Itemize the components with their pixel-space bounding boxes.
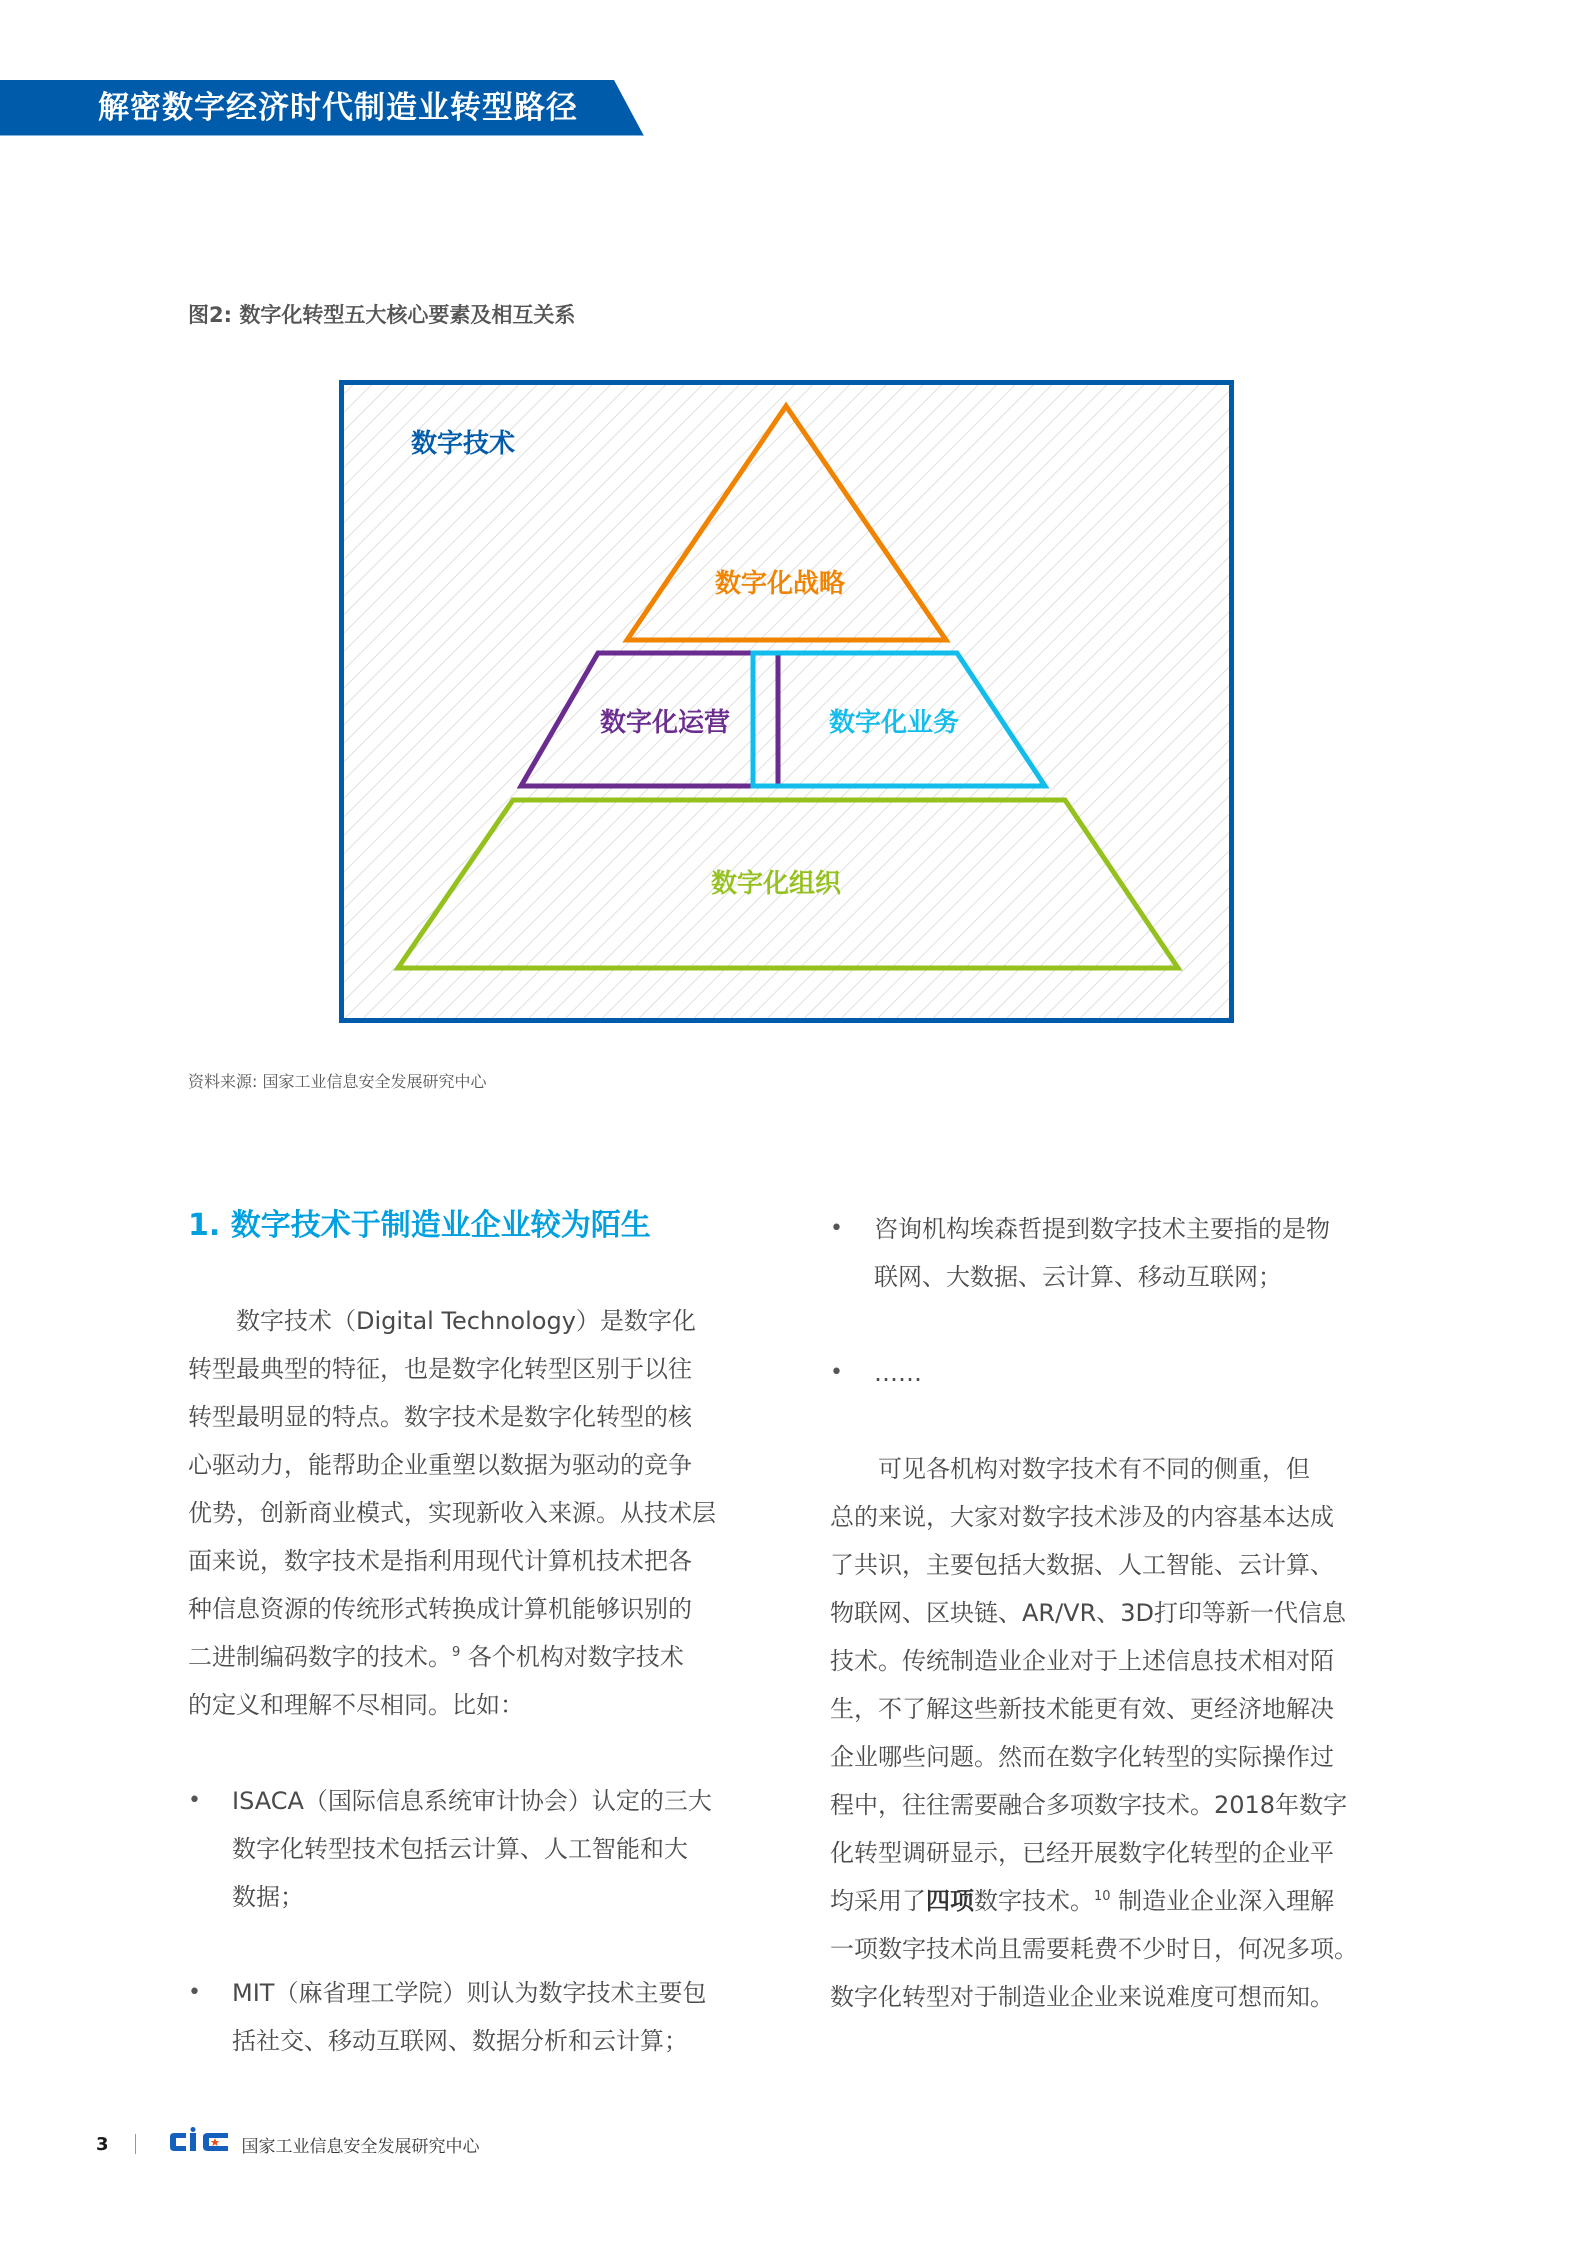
text-line: 数字化转型对于制造业企业来说难度可想而知。 [830, 1983, 1334, 2011]
bullet-icon: • [830, 1216, 843, 1241]
text-line: 优势，创新商业模式，实现新收入来源。从技术层 [188, 1499, 716, 1527]
text-line: MIT（麻省理工学院）则认为数字技术主要包 [232, 1979, 707, 2007]
figure-source: 资料来源: 国家工业信息安全发展研究中心 [188, 1072, 487, 1091]
text-line: 的定义和理解不尽相同。比如： [188, 1691, 524, 1719]
left-column [188, 1297, 770, 2065]
bullet-icon: • [188, 1980, 201, 2005]
list-item-mit [188, 1969, 770, 2065]
text-line: 心驱动力，能帮助企业重塑以数据为驱动的竞争 [188, 1451, 692, 1479]
footer-divider [135, 2134, 136, 2154]
text-line: 数字化转型技术包括云计算、人工智能和大 [232, 1835, 688, 1863]
text-line: 程中，往往需要融合多项数字技术。2018年数字 [830, 1791, 1348, 1819]
text-segment: 制造业企业深入理解 [1110, 1887, 1335, 1915]
list-item-isaca [188, 1777, 770, 1921]
bullet-icon: • [188, 1788, 201, 1813]
text-line: 数据； [232, 1883, 304, 1911]
text-line: 总的来说，大家对数字技术涉及的内容基本达成 [830, 1503, 1334, 1531]
summary-paragraph [830, 1445, 1412, 2021]
list-item-ellipsis [830, 1349, 1412, 1397]
label-digital-technology: 数字技术 [411, 429, 516, 459]
text-line: 咨询机构埃森哲提到数字技术主要指的是物 [874, 1215, 1330, 1243]
label-digital-operations: 数字化运营 [600, 708, 731, 738]
text-line: 生，不了解这些新技术能更有效、更经济地解决 [830, 1695, 1334, 1723]
text-line: 种信息资源的传统形式转换成计算机能够识别的 [188, 1595, 692, 1623]
text-line: 企业哪些问题。然而在数字化转型的实际操作过 [830, 1743, 1334, 1771]
text-line: 面来说，数字技术是指利用现代计算机技术把各 [188, 1547, 692, 1575]
text-line-with-footnote [188, 1633, 770, 1681]
bullet-icon: • [830, 1360, 843, 1385]
text-segment: 二进制编码数字的技术。 [188, 1643, 452, 1671]
label-digital-business: 数字化业务 [829, 708, 960, 738]
text-line: 化转型调研显示，已经开展数字化转型的企业平 [830, 1839, 1334, 1867]
text-line: 可见各机构对数字技术有不同的侧重，但 [878, 1455, 1310, 1483]
text-line: 了共识，主要包括大数据、人工智能、云计算、 [830, 1551, 1334, 1579]
text-line: 转型最明显的特点。数字技术是数字化转型的核 [188, 1403, 692, 1431]
text-line: 一项数字技术尚且需要耗费不少时日，何况多项。 [830, 1935, 1358, 1963]
emphasis-four-items: 四项 [926, 1887, 974, 1915]
intro-paragraph [188, 1297, 770, 1729]
page-footer [96, 2124, 480, 2164]
text-line: 数字技术（Digital Technology）是数字化 [236, 1307, 696, 1335]
text-line: 括社交、移动互联网、数据分析和云计算； [232, 2027, 688, 2055]
right-column [830, 1205, 1412, 2021]
text-line: 转型最典型的特征，也是数字化转型区别于以往 [188, 1355, 692, 1383]
text-line-with-footnote [830, 1877, 1412, 1925]
text-line: …… [874, 1359, 922, 1387]
text-segment: 各个机构对数字技术 [460, 1643, 684, 1671]
section-title: 1. 数字技术于制造业企业较为陌生 [188, 1208, 651, 1243]
footnote-10[interactable]: 10 [1094, 1889, 1111, 1904]
document-title: 解密数字经济时代制造业转型路径 [98, 90, 578, 126]
text-segment: 数字技术。 [974, 1887, 1094, 1915]
text-line: ISACA（国际信息系统审计协会）认定的三大 [232, 1787, 712, 1815]
label-digital-organization: 数字化组织 [711, 869, 842, 899]
figure-caption: 图2: 数字化转型五大核心要素及相互关系 [188, 303, 576, 327]
footer-organization: 国家工业信息安全发展研究中心 [241, 2136, 480, 2157]
text-line: 联网、大数据、云计算、移动互联网； [874, 1263, 1282, 1291]
text-line: 技术。传统制造业企业对于上述信息技术相对陌 [830, 1647, 1334, 1675]
page-number: 3 [96, 2133, 109, 2155]
cic-logo-icon [168, 2127, 230, 2161]
list-item-accenture [830, 1205, 1412, 1301]
digital-technology-frame [342, 383, 1232, 1021]
text-segment: 均采用了 [830, 1887, 926, 1915]
text-line: 物联网、区块链、AR/VR、3D打印等新一代信息 [830, 1599, 1347, 1627]
footnote-9[interactable]: 9 [452, 1645, 461, 1660]
pyramid-diagram [339, 380, 1234, 1023]
figure-diagram [339, 380, 1234, 1023]
label-digital-strategy: 数字化战略 [715, 569, 846, 599]
